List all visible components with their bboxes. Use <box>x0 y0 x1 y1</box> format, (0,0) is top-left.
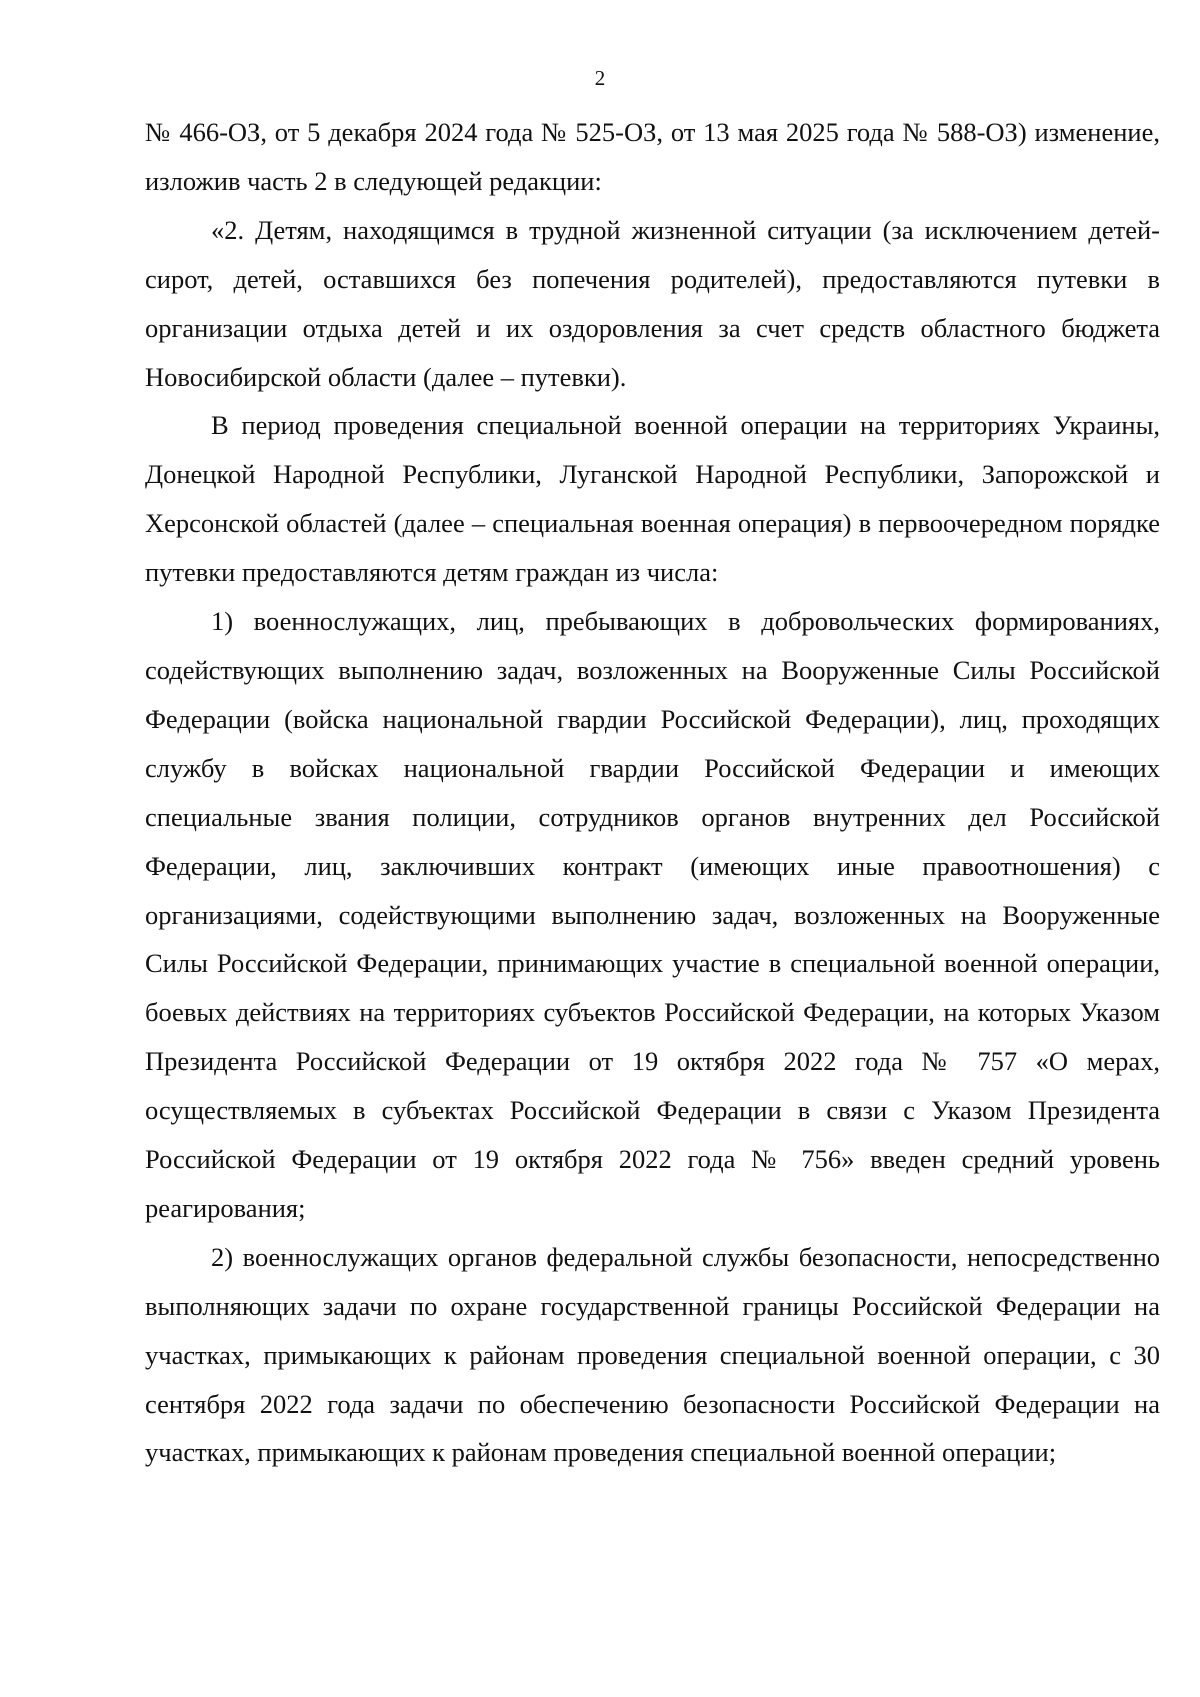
paragraph-item-2: 2) военнослужащих органов федеральной службы безопасности, непосредственно выполняющих задачи по охране государственной границы Российской Федерации на участках, примыкающих к районам проведения специальной военной операции, с 30 сентября 2022 года задачи по обеспечению безопасности Российской Федерации на участках, примыкающих к районам проведения специальной военной операции; <box>145 1241 1160 1468</box>
paragraph-priority-order: В период проведения специальной военной операции на территориях Украины, Донецкой Народной Республики, Луганской Народной Республики, Запорожской и Херсонской областей (далее – специальная военная операция) в первоочередном порядке путевки предоставляются детям граждан из числа: <box>145 410 1160 588</box>
paragraph-continuation: № 466-ОЗ, от 5 декабря 2024 года № 525-ОЗ, от 13 мая 2025 года № 588-ОЗ) изменение, изложив часть 2 в следующей редакции: <box>145 117 1160 196</box>
page-number: 2 <box>594 66 606 90</box>
document-body <box>145 108 1160 1477</box>
paragraph-item-1: 1) военнослужащих, лиц, пребывающих в добровольческих формированиях, содействующих выполнению задач, возложенных на Вооруженные Силы Российской Федерации (войска национальной гвардии Российской Федерации), лиц, проходящих службу в войсках национальной гвардии Российской Федерации и имеющих специальные звания полиции, сотрудников органов внутренних дел Российской Федерации, лиц, заключивших контракт (имеющих иные правоотношения) с организациями, содействующими выполнению задач, возложенных на Вооруженные Силы Российской Федерации, принимающих участие в специальной военной операции, боевых действиях на территориях субъектов Российской Федерации, на которых Указом Президента Российской Федерации от 19 октября 2022 года № 757 «О мерах, осуществляемых в субъектах Российской Федерации в связи с Указом Президента Российской Федерации от 19 октября 2022 года № 756» введен средний уровень реагирования; <box>145 606 1160 1223</box>
paragraph-part-2-intro: «2. Детям, находящимся в трудной жизненной ситуации (за исключением детей-сирот, детей, оставшихся без попечения родителей), предоставляются путевки в организации отдыха детей и их оздоровления за счет средств областного бюджета Новосибирской области (далее – путевки). <box>145 214 1160 392</box>
